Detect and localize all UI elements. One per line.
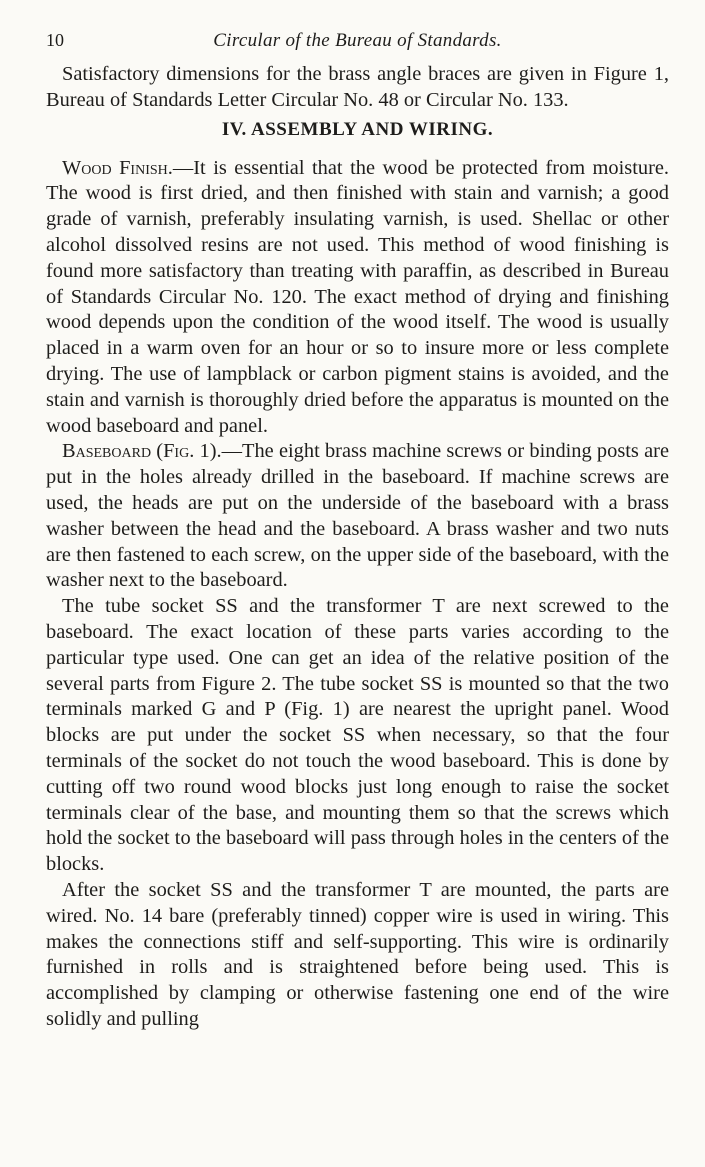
paragraph-wiring	[46, 878, 669, 1033]
running-head	[46, 26, 669, 56]
paragraph-wood-finish	[46, 156, 669, 440]
paragraph-text: After the socket SS and the transformer T are mounted, the parts are wired. No. 14 bare (preferably tinned) copper wire is used in wiring. This makes the connections stiff and self-supporting. This wire is ordinarily furnished in rolls and is straightened before being used. This is accomplished by clamping or otherwise fastening one end of the wire solidly and pulling	[46, 878, 669, 1030]
paragraph-text: —The eight brass machine screws or binding posts are put in the holes already drilled in the baseboard. If machine screws are used, the heads are put on the underside of the baseboard with a brass washer between the head and the baseboard. A brass washer and two nuts are then fastened to each screw, on the upper side of the baseboard, with the washer next to the baseboard.	[46, 440, 669, 592]
journal-title: Circular of the Bureau of Standards.	[213, 30, 502, 51]
page-number: 10	[46, 30, 64, 50]
intro-paragraph: Satisfactory dimensions for the brass angle braces are given in Figure 1, Bureau of Standards Letter Circular No. 48 or Circular No. 133.	[46, 63, 669, 111]
run-in-heading-baseboard: Baseboard (Fig. 1).	[62, 440, 222, 463]
run-in-heading-wood-finish: Wood Finish.	[62, 156, 173, 179]
paragraph-tube-socket	[46, 594, 669, 878]
paragraph-text: —It is essential that the wood be protected from moisture. The wood is first dried, and then finished with stain and varnish; a good grade of varnish, preferably insulating varnish, is used. Shellac or other alcohol dissolved resins are not used. This method of wood finishing is found more satisfactory than treating with paraffin, as described in Bureau of Standards Circular No. 120. The exact method of drying and finishing wood depends upon the condition of the wood itself. The wood is usually placed in a warm oven for an hour or so to insure more or less complete drying. The use of lampblack or carbon pigment stains is avoided, and the stain and varnish is thoroughly dried before the apparatus is mounted on the wood baseboard and panel.	[46, 156, 670, 437]
paragraph-baseboard	[46, 439, 669, 594]
paragraph-text: The tube socket SS and the transformer T are next screwed to the baseboard. The exact location of these parts varies according to the particular type used. One can get an idea of the relative position of the several parts from Figure 2. The tube socket SS is mounted so that the two terminals marked G and P (Fig. 1) are nearest the upright panel. Wood blocks are put under the socket SS when necessary, so that the four terminals of the socket do not touch the wood baseboard. This is done by cutting off two round wood blocks just long enough to raise the socket terminals clear of the base, and mounting them so that the screws which hold the socket to the baseboard will pass through holes in the centers of the blocks.	[46, 595, 669, 876]
section-heading: IV. ASSEMBLY AND WIRING.	[221, 118, 494, 140]
body-text	[46, 62, 669, 1033]
